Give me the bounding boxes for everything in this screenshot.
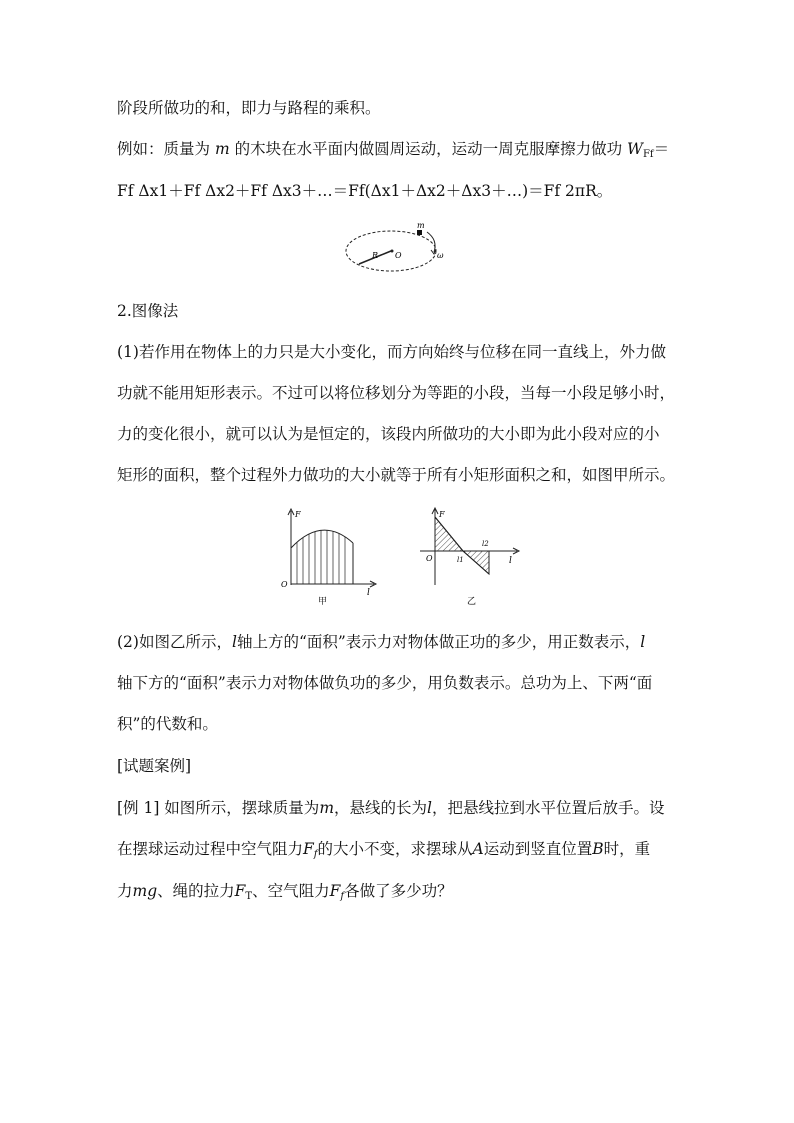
figure-jia <box>278 505 378 607</box>
jia-label-l: l <box>367 588 370 598</box>
label-O: O <box>395 251 402 260</box>
para-line-2: 例如：质量为 m 的木块在水平面内做圆周运动，运动一周克服摩擦力做功 $W_{Ff}=$ <box>117 140 670 160</box>
formula-line <box>117 180 612 202</box>
para-2-line-3: 积”的代数和。 <box>117 715 218 733</box>
example-1-line-2: 在摆球运动过程中空气阻力$F_f$的大小不变，求摆球从A运动到竖直位置B时，重 <box>117 840 651 860</box>
figure-yi <box>415 505 525 607</box>
example-1-line-1: [例 1] 如图所示，摆球质量为m，悬线的长为l，把悬线拉到水平位置后放手。设 <box>117 799 665 817</box>
jia-caption: 甲 <box>318 597 328 607</box>
yi-label-O: O <box>426 554 433 563</box>
jia-label-F: F <box>295 510 301 519</box>
yi-label-l2: l2 <box>482 540 489 548</box>
para-line-1: 阶段所做功的和，即力与路程的乘积。 <box>117 99 381 117</box>
para-2-line-1: (2)如图乙所示，l轴上方的“面积”表示力对物体做正功的多少，用正数表示，l <box>117 633 646 651</box>
para-2-line-2: 轴下方的“面积”表示力对物体做负功的多少，用负数表示。总功为上、下两“面 <box>117 674 653 692</box>
section-heading: 2.图像法 <box>117 302 179 320</box>
jia-label-O: O <box>281 580 288 589</box>
para-1-line-1: (1)若作用在物体上的力只是大小变化，而方向始终与位移在同一直线上，外力做 <box>117 343 666 361</box>
formula-text: Ff Δx1＋Ff Δx2＋Ff Δx3＋…＝Ff(Δx1＋Δx2＋Δx3＋…)＝Ff 2πR。 <box>117 182 613 200</box>
para-1-line-2: 功就不能用矩形表示。不过可以将位移划分为等距的小段，当每一小段足够小时， <box>117 384 676 402</box>
label-omega: ω <box>437 251 444 260</box>
label-R: R <box>372 251 379 260</box>
yi-label-l: l <box>509 556 512 566</box>
case-heading: [试题案例] <box>117 757 192 775</box>
para-1-line-3: 力的变化很小，就可以认为是恒定的，该段内所做功的大小即为此小段对应的小 <box>117 425 660 443</box>
yi-caption: 乙 <box>467 597 477 607</box>
label-m: m <box>417 221 425 230</box>
yi-label-F: F <box>439 510 445 519</box>
yi-label-l1: l1 <box>457 556 464 564</box>
para-1-line-4: 矩形的面积，整个过程外力做功的大小就等于所有小矩形面积之和，如图甲所示。 <box>117 466 676 484</box>
circular-motion-figure <box>343 218 455 274</box>
example-1-line-3: 力mg、绳的拉力$F_T$、空气阻力$F_f$各做了多少功？ <box>117 882 453 902</box>
